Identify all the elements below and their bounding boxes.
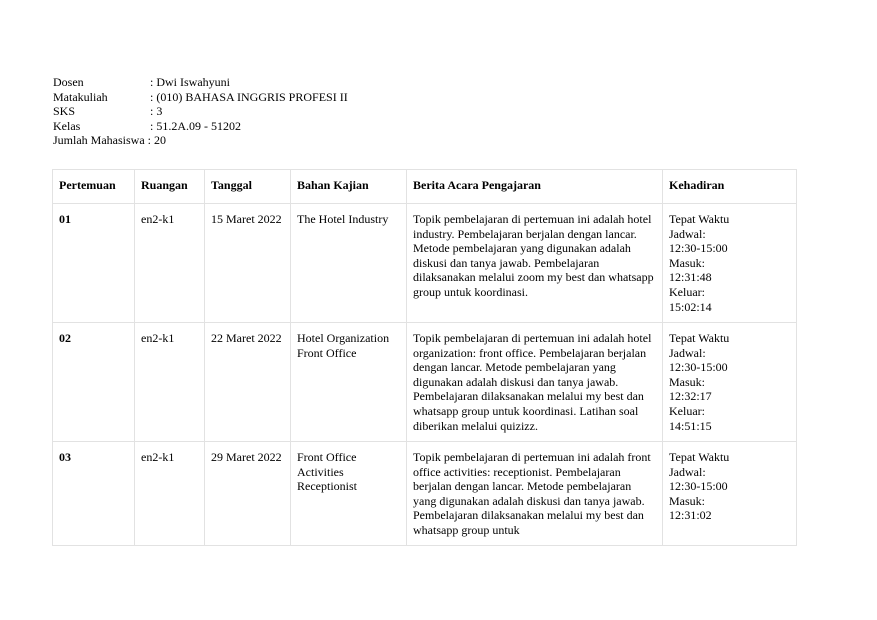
cell-tanggal: 15 Maret 2022: [205, 204, 291, 323]
kehadiran-line: Tepat Waktu: [669, 450, 730, 464]
table-row: [53, 323, 797, 442]
column-header-berita-acara: Berita Acara Pengajaran: [407, 170, 663, 204]
cell-bahan-kajian: [291, 442, 407, 546]
column-header-kehadiran: Kehadiran: [663, 170, 797, 204]
kehadiran-line: Jadwal:: [669, 345, 706, 360]
cell-kehadiran: [663, 442, 797, 546]
info-label: Jumlah Mahasiswa: [53, 133, 145, 148]
kehadiran-line: Masuk:: [669, 493, 705, 508]
kehadiran-line: 15:02:14: [669, 299, 712, 314]
info-value: : 20: [147, 133, 166, 148]
info-value: : (010) BAHASA INGGRIS PROFESI II: [150, 89, 348, 104]
kehadiran-line: 12:30-15:00: [669, 241, 728, 256]
bahan-line: Front Office: [297, 450, 357, 464]
kehadiran-line: 14:51:15: [669, 418, 712, 433]
bahan-line: Receptionist: [297, 479, 357, 494]
info-row-sks: [53, 104, 348, 119]
kehadiran-line: Tepat Waktu: [669, 212, 730, 226]
kehadiran-line: Masuk:: [669, 374, 705, 389]
table-row: [53, 442, 797, 546]
table-header-row: [53, 170, 797, 204]
cell-pertemuan: 01: [53, 204, 135, 323]
bahan-line: The Hotel Industry: [297, 212, 389, 226]
cell-tanggal: 29 Maret 2022: [205, 442, 291, 546]
kehadiran-line: 12:30-15:00: [669, 360, 728, 375]
kehadiran-line: Tepat Waktu: [669, 331, 730, 345]
kehadiran-line: Keluar:: [669, 284, 705, 299]
info-row-kelas: [53, 119, 348, 134]
kehadiran-line: 12:32:17: [669, 389, 712, 404]
info-label: SKS: [53, 104, 76, 119]
info-label: Dosen: [53, 75, 84, 89]
cell-berita-acara: Topik pembelajaran di pertemuan ini adalah hotel organization: front office. Pembelajaran berjalan dengan lancar. Metode pembelajaran yang digunakan adalah diskusi dan tanya jawab. Pembelajaran dilaksanakan melalui my best dan whatsapp group untuk koordinasi. Latihan soal diberikan melalui quizizz.: [407, 323, 663, 442]
kehadiran-line: 12:31:48: [669, 270, 712, 285]
kehadiran-line: 12:31:02: [669, 508, 712, 523]
info-label: Kelas: [53, 118, 81, 133]
bahan-line: Activities: [297, 464, 344, 479]
kehadiran-line: Jadwal:: [669, 226, 706, 241]
info-value: : 3: [150, 104, 163, 119]
cell-pertemuan: 03: [53, 442, 135, 546]
cell-berita-acara: Topik pembelajaran di pertemuan ini adalah front office activities: receptionist. Pembelajaran berjalan dengan lancar. Metode pembelajaran yang digunakan adalah diskusi dan tanya jawab. Pembelajaran dilaksanakan melalui my best dan whatsapp group untuk: [407, 442, 663, 546]
info-row-dosen: [53, 75, 348, 90]
kehadiran-line: 12:30-15:00: [669, 479, 728, 494]
table-row: [53, 204, 797, 323]
cell-pertemuan: 02: [53, 323, 135, 442]
cell-kehadiran: [663, 204, 797, 323]
cell-ruangan: en2-k1: [135, 442, 205, 546]
schedule-table: [52, 169, 797, 546]
cell-bahan-kajian: [291, 204, 407, 323]
info-value: : Dwi Iswahyuni: [150, 75, 230, 89]
cell-bahan-kajian: [291, 323, 407, 442]
cell-berita-acara: Topik pembelajaran di pertemuan ini adalah hotel industry. Pembelajaran berjalan dengan lancar. Metode pembelajaran yang digunakan adalah diskusi dan tanya jawab. Pembelajaran dilaksanakan melalui zoom my best dan whatsapp group untuk koordinasi.: [407, 204, 663, 323]
cell-ruangan: en2-k1: [135, 204, 205, 323]
cell-ruangan: en2-k1: [135, 323, 205, 442]
column-header-pertemuan: Pertemuan: [53, 170, 135, 204]
bahan-line: Front Office: [297, 345, 357, 360]
column-header-bahan-kajian: Bahan Kajian: [291, 170, 407, 204]
column-header-ruangan: Ruangan: [135, 170, 205, 204]
info-label: Matakuliah: [53, 89, 108, 104]
info-row-matakuliah: [53, 90, 348, 105]
column-header-tanggal: Tanggal: [205, 170, 291, 204]
info-value: : 51.2A.09 - 51202: [150, 118, 241, 133]
cell-tanggal: 22 Maret 2022: [205, 323, 291, 442]
kehadiran-line: Jadwal:: [669, 464, 706, 479]
info-row-jumlah-mahasiswa: [53, 133, 348, 148]
cell-kehadiran: [663, 323, 797, 442]
bahan-line: Hotel Organization: [297, 331, 390, 345]
course-info: [53, 75, 348, 148]
kehadiran-line: Masuk:: [669, 255, 705, 270]
kehadiran-line: Keluar:: [669, 403, 705, 418]
